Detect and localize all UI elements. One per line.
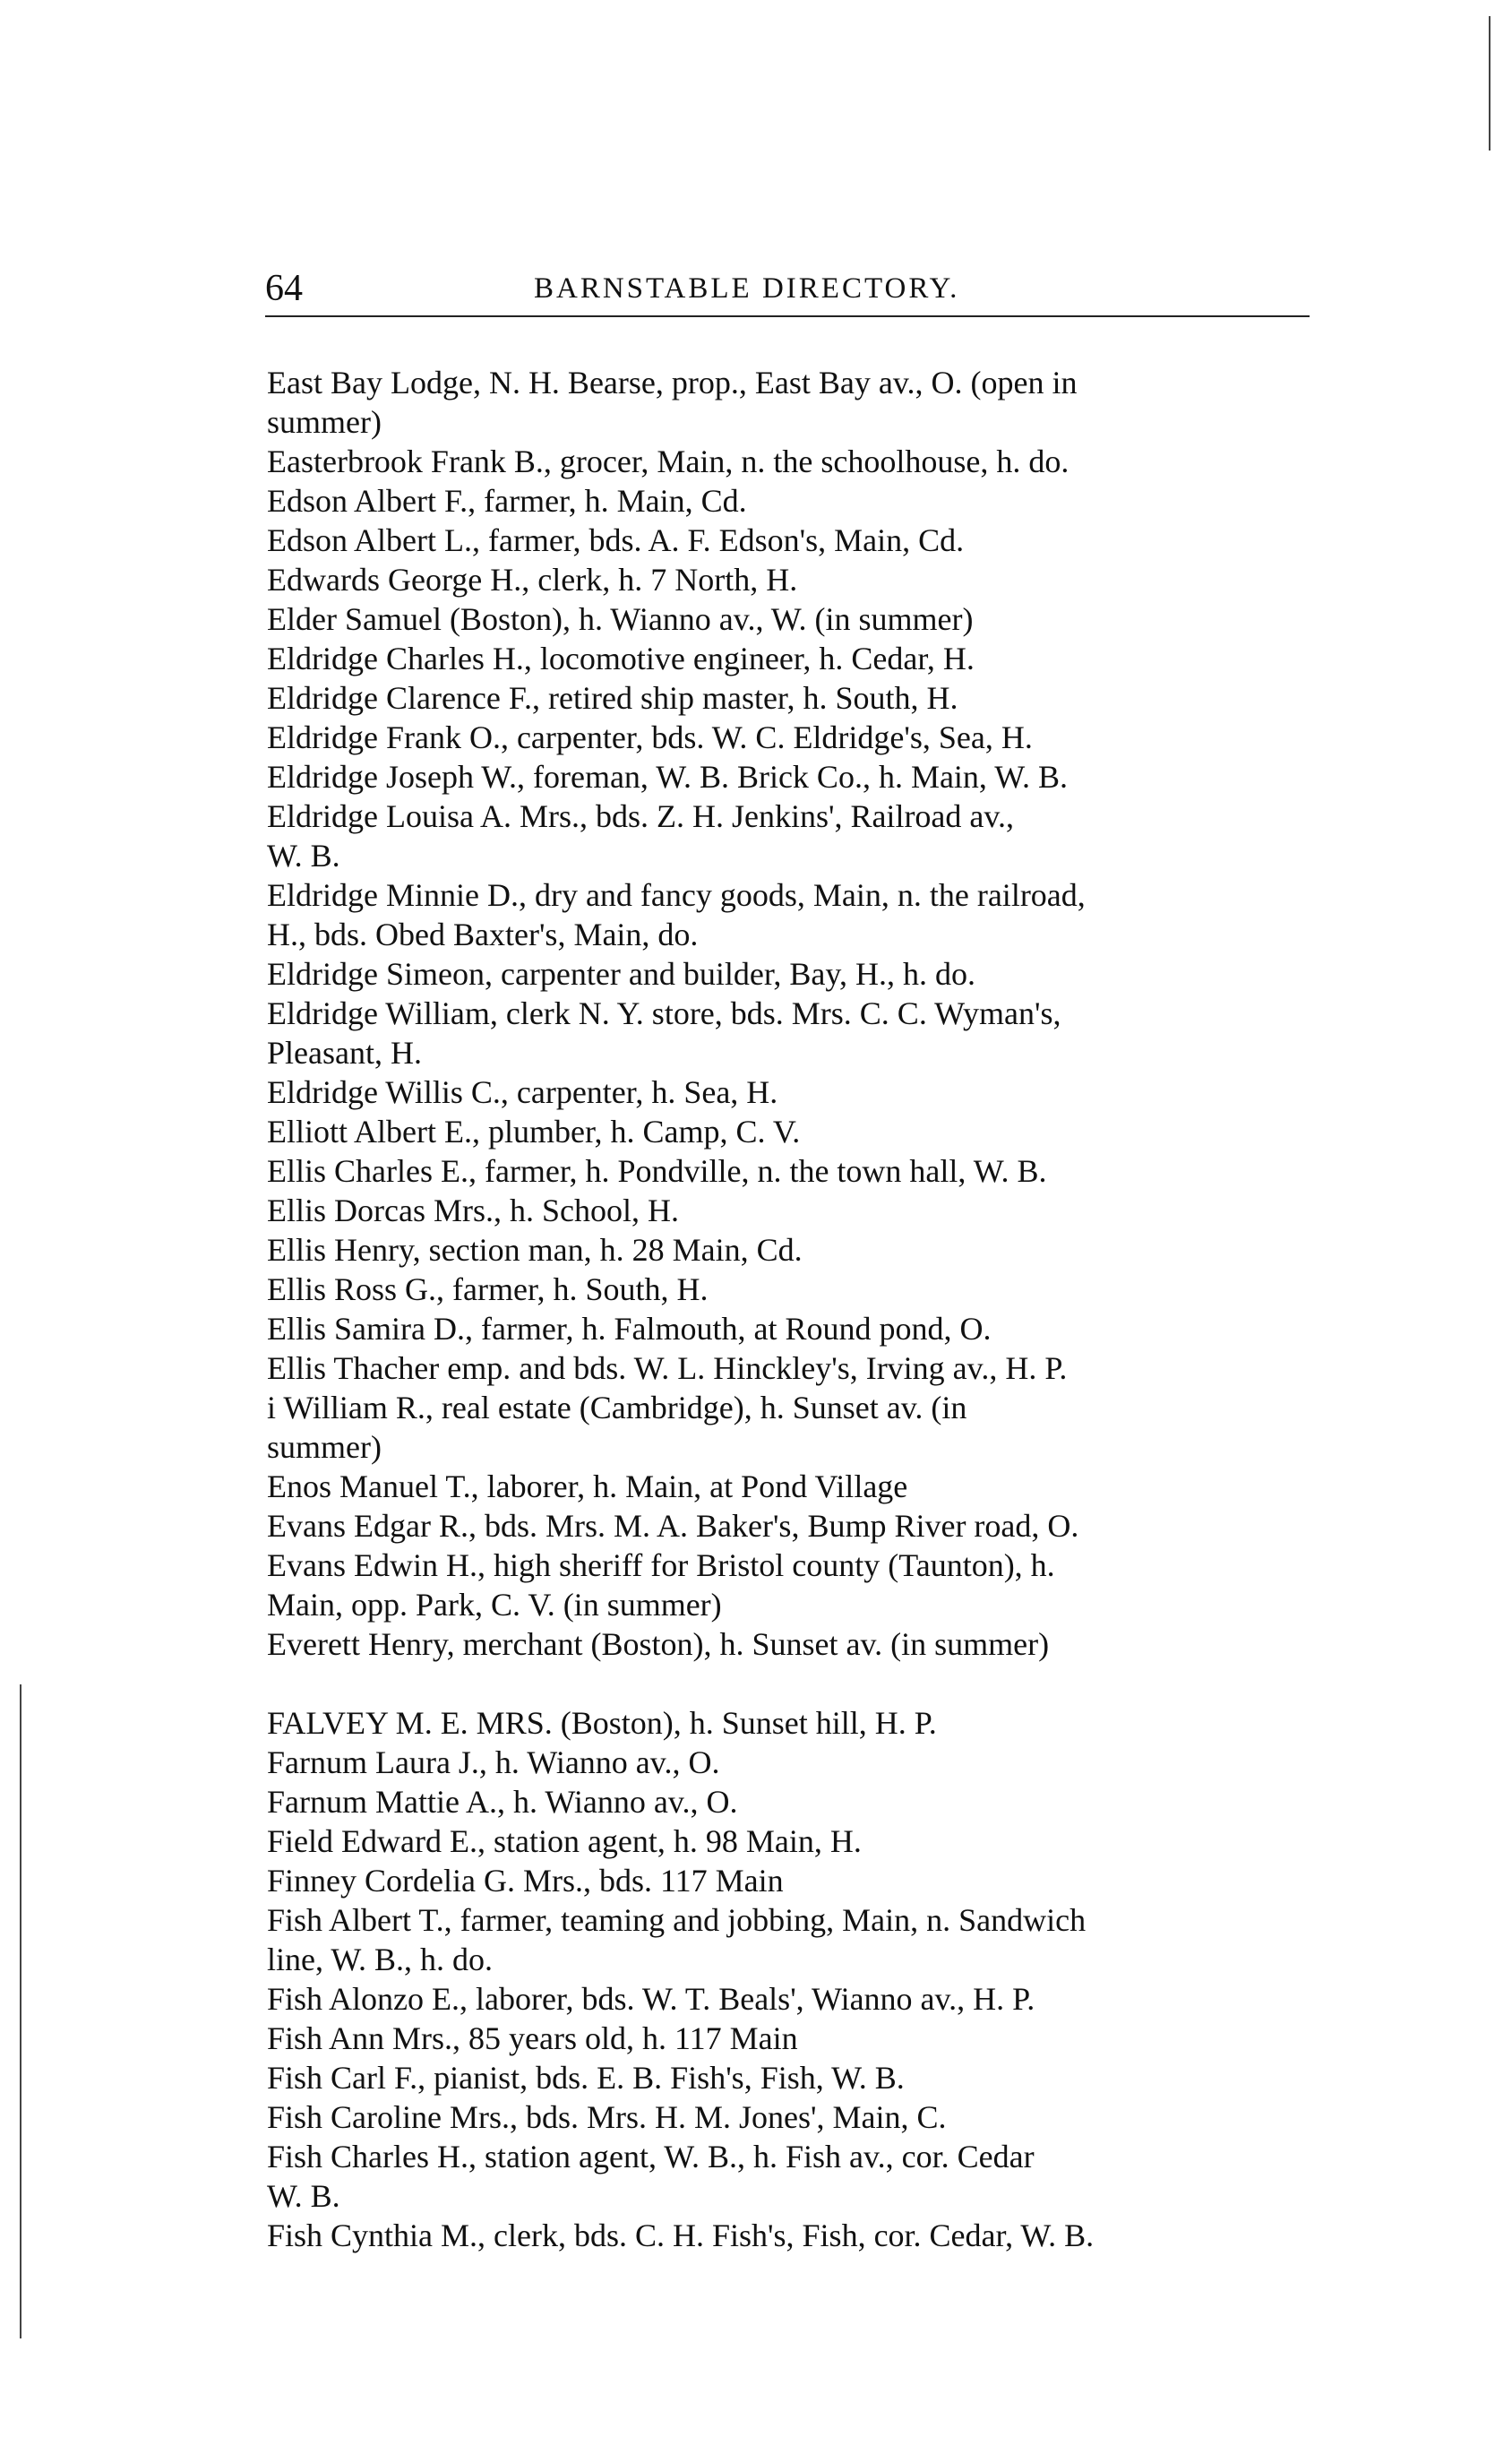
entry-line: Eldridge Frank O., carpenter, bds. W. C. Eldridge's, Sea, H.: [267, 719, 1033, 755]
directory-entry: [267, 442, 1342, 481]
entry-line: Eldridge Simeon, carpenter and builder, Bay, H., h. do.: [267, 956, 976, 992]
entry-line: Finney Cordelia G. Mrs., bds. 117 Main: [267, 1863, 784, 1899]
entry-line: Eldridge Willis C., carpenter, h. Sea, H.: [267, 1074, 778, 1110]
directory-entry: [267, 2097, 1342, 2137]
directory-entry: [267, 639, 1342, 678]
running-title: BARNSTABLE DIRECTORY.: [534, 272, 960, 305]
entry-line: Eldridge Clarence F., retired ship master, h. South, H.: [267, 680, 958, 716]
entry-line: Fish Cynthia M., clerk, bds. C. H. Fish's, Fish, cor. Cedar, W. B.: [267, 2217, 1095, 2253]
directory-entry: [267, 560, 1342, 599]
entry-line: FALVEY M. E. MRS. (Boston), h. Sunset hill, H. P.: [267, 1705, 937, 1741]
entry-line: i William R., real estate (Cambridge), h. Sunset av. (in: [267, 1390, 967, 1425]
directory-entry: [267, 1388, 1342, 1467]
entry-continuation-line: H., bds. Obed Baxter's, Main, do.: [267, 917, 699, 952]
entry-line: East Bay Lodge, N. H. Bearse, prop., East Bay av., O. (open in: [267, 365, 1078, 400]
directory-entry: [267, 1270, 1342, 1309]
entry-line: Elliott Albert E., plumber, h. Camp, C. V.: [267, 1114, 801, 1150]
entry-continuation-line: Main, opp. Park, C. V. (in summer): [267, 1587, 722, 1623]
directory-entry: [267, 875, 1342, 954]
entry-line: Eldridge William, clerk N. Y. store, bds. Mrs. C. C. Wyman's,: [267, 995, 1061, 1031]
entry-continuation-line: line, W. B., h. do.: [267, 1942, 494, 1977]
directory-entry: [267, 994, 1342, 1072]
margin-mark-left: [20, 1684, 21, 2338]
directory-entry: [267, 678, 1342, 718]
entry-line: Field Edward E., station agent, h. 98 Main, H.: [267, 1823, 862, 1859]
entry-line: Edwards George H., clerk, h. 7 North, H.: [267, 562, 798, 598]
directory-entry: [267, 1230, 1342, 1270]
margin-mark-right: [1489, 16, 1491, 151]
directory-entry: [267, 1348, 1342, 1388]
entry-line: Edson Albert F., farmer, h. Main, Cd.: [267, 483, 747, 519]
entry-line: Ellis Samira D., farmer, h. Falmouth, at Round pond, O.: [267, 1311, 992, 1347]
directory-entry: [267, 2019, 1342, 2058]
entry-line: Eldridge Joseph W., foreman, W. B. Brick Co., h. Main, W. B.: [267, 759, 1068, 795]
entry-line: Easterbrook Frank B., grocer, Main, n. the schoolhouse, h. do.: [267, 443, 1070, 479]
entry-line: Eldridge Louisa A. Mrs., bds. Z. H. Jenkins', Railroad av.,: [267, 798, 1015, 834]
directory-entry: [267, 1782, 1342, 1821]
directory-entry: [267, 1309, 1342, 1348]
directory-entry: [267, 1072, 1342, 1112]
directory-entry: [267, 1112, 1342, 1151]
directory-entry: [267, 1546, 1342, 1624]
entry-line: Fish Carl F., pianist, bds. E. B. Fish's, Fish, W. B.: [267, 2060, 905, 2096]
entry-line: Evans Edgar R., bds. Mrs. M. A. Baker's, Bump River road, O.: [267, 1508, 1079, 1544]
entry-continuation-line: W. B.: [267, 838, 340, 874]
directory-entry: [267, 1506, 1342, 1546]
entry-line: Eldridge Minnie D., dry and fancy goods, Main, n. the railroad,: [267, 877, 1086, 913]
directory-entry: [267, 1900, 1342, 1979]
entry-continuation-line: W. B.: [267, 2178, 340, 2214]
entry-continuation-line: summer): [267, 1429, 382, 1465]
directory-entry: [267, 2137, 1342, 2216]
directory-entry: [267, 2058, 1342, 2097]
entry-line: Ellis Henry, section man, h. 28 Main, Cd.: [267, 1232, 803, 1268]
directory-entry: [267, 1861, 1342, 1900]
directory-entry: [267, 718, 1342, 757]
entry-line: Enos Manuel T., laborer, h. Main, at Pond Village: [267, 1468, 908, 1504]
directory-entry: [267, 363, 1342, 442]
directory-entry: [267, 797, 1342, 875]
entry-line: Fish Alonzo E., laborer, bds. W. T. Beals', Wianno av., H. P.: [267, 1981, 1035, 2017]
directory-entry: [267, 481, 1342, 521]
entry-line: Eldridge Charles H., locomotive engineer, h. Cedar, H.: [267, 641, 975, 676]
directory-entry: [267, 1821, 1342, 1861]
entry-line: Farnum Laura J., h. Wianno av., O.: [267, 1744, 720, 1780]
directory-entries: [267, 363, 1342, 2255]
directory-entry: [267, 599, 1342, 639]
entry-line: Fish Caroline Mrs., bds. Mrs. H. M. Jones', Main, C.: [267, 2099, 947, 2135]
directory-entry: [267, 757, 1342, 797]
directory-entry: [267, 1703, 1342, 1743]
entry-line: Everett Henry, merchant (Boston), h. Sunset av. (in summer): [267, 1626, 1050, 1662]
entry-line: Ellis Thacher emp. and bds. W. L. Hinckley's, Irving av., H. P.: [267, 1350, 1068, 1386]
directory-entry: [267, 521, 1342, 560]
entry-line: Ellis Charles E., farmer, h. Pondville, n. the town hall, W. B.: [267, 1153, 1047, 1189]
directory-entry: [267, 954, 1342, 994]
section-f-entries: [267, 1703, 1342, 2255]
entry-line: Elder Samuel (Boston), h. Wianno av., W. (in summer): [267, 601, 974, 637]
header-rule: [265, 315, 1310, 317]
directory-entry: [267, 1624, 1342, 1664]
directory-entry: [267, 1743, 1342, 1782]
directory-entry: [267, 1467, 1342, 1506]
section-e-entries: [267, 363, 1342, 1664]
page-number: 64: [265, 268, 303, 309]
entry-line: Farnum Mattie A., h. Wianno av., O.: [267, 1784, 738, 1820]
entry-line: Ellis Ross G., farmer, h. South, H.: [267, 1271, 709, 1307]
entry-continuation-line: summer): [267, 404, 382, 440]
directory-entry: [267, 1979, 1342, 2019]
entry-line: Fish Ann Mrs., 85 years old, h. 117 Main: [267, 2020, 798, 2056]
entry-continuation-line: Pleasant, H.: [267, 1035, 422, 1071]
directory-entry: [267, 1151, 1342, 1191]
section-gap: [267, 1664, 1342, 1703]
entry-line: Edson Albert L., farmer, bds. A. F. Edson's, Main, Cd.: [267, 522, 965, 558]
entry-line: Evans Edwin H., high sheriff for Bristol county (Taunton), h.: [267, 1547, 1055, 1583]
entry-line: Ellis Dorcas Mrs., h. School, H.: [267, 1193, 679, 1228]
directory-entry: [267, 2216, 1342, 2255]
entry-line: Fish Albert T., farmer, teaming and jobbing, Main, n. Sandwich: [267, 1902, 1087, 1938]
directory-entry: [267, 1191, 1342, 1230]
page-header: [265, 260, 1310, 315]
entry-line: Fish Charles H., station agent, W. B., h. Fish av., cor. Cedar: [267, 2139, 1035, 2174]
